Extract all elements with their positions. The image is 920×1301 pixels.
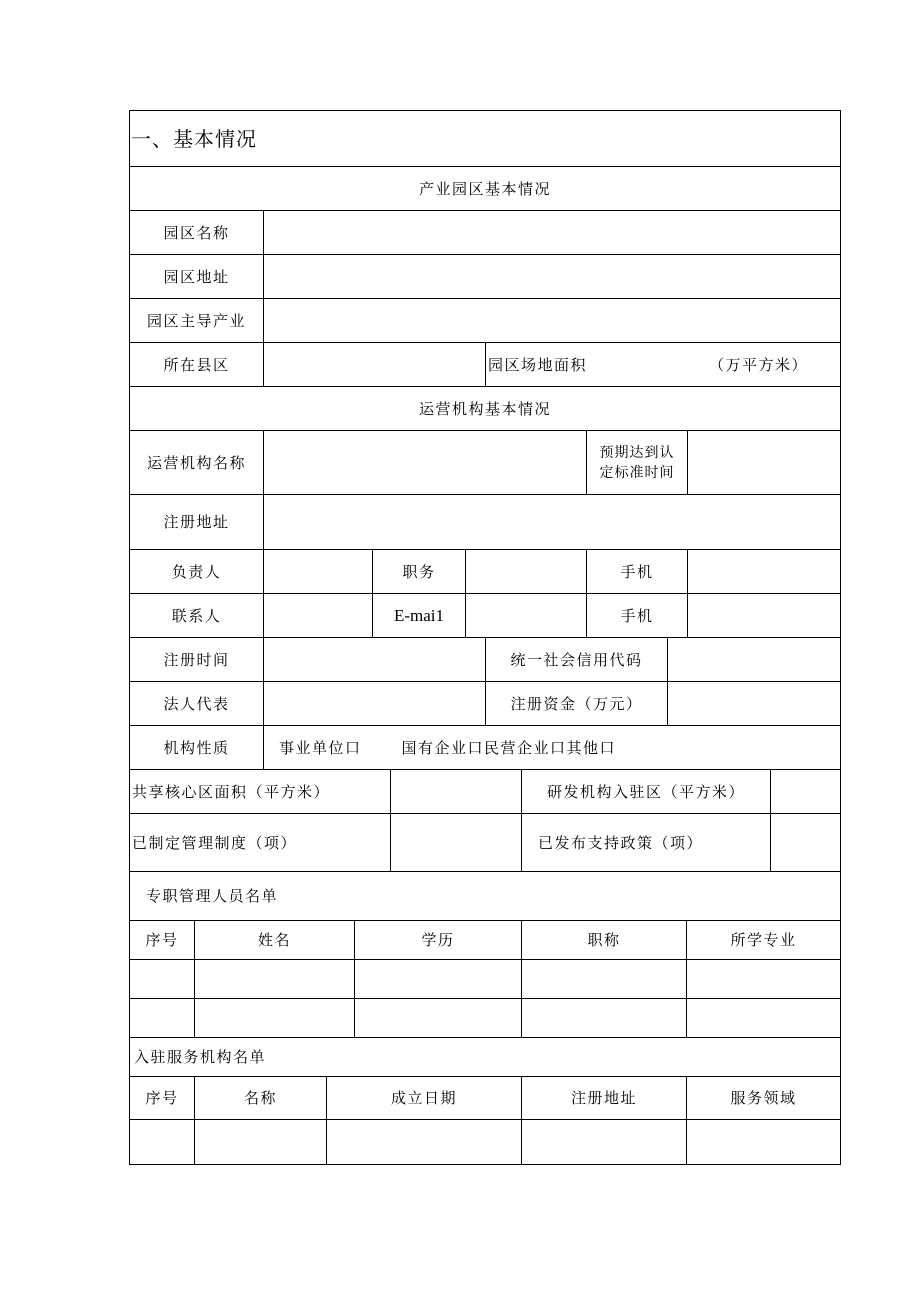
person-in-charge-row bbox=[130, 550, 840, 594]
park-address-field[interactable] bbox=[263, 255, 840, 298]
rules-row bbox=[130, 814, 840, 872]
services-col-founded: 成立日期 bbox=[326, 1077, 521, 1119]
reg-time-field[interactable] bbox=[263, 638, 485, 681]
position-field[interactable] bbox=[465, 550, 586, 593]
park-header: 产业园区基本情况 bbox=[418, 179, 551, 198]
staff-col-major: 所学专业 bbox=[686, 921, 840, 959]
mobile-field-1[interactable] bbox=[687, 550, 840, 593]
park-industry-label: 园区主导产业 bbox=[146, 311, 246, 330]
core-area-label: 共享核心区面积（平方米） bbox=[132, 782, 331, 801]
table-row bbox=[130, 960, 840, 999]
mobile-label-1: 手机 bbox=[586, 550, 687, 593]
services-cell[interactable] bbox=[194, 1120, 326, 1164]
staff-col-education: 学历 bbox=[354, 921, 521, 959]
mobile-field-2[interactable] bbox=[687, 594, 840, 637]
table-row bbox=[130, 999, 840, 1038]
rd-area-field[interactable] bbox=[770, 770, 840, 813]
operator-header-row bbox=[130, 387, 840, 431]
staff-title-row bbox=[130, 872, 840, 921]
services-cell[interactable] bbox=[326, 1120, 521, 1164]
basic-info-form bbox=[129, 110, 841, 1165]
staff-cell[interactable] bbox=[130, 960, 194, 998]
contact-label: 联系人 bbox=[171, 606, 222, 625]
park-area-unit: （万平方米） bbox=[708, 355, 808, 374]
policies-field[interactable] bbox=[770, 814, 840, 871]
contact-field[interactable] bbox=[263, 594, 372, 637]
nature-row bbox=[130, 726, 840, 770]
staff-cell[interactable] bbox=[354, 960, 521, 998]
expected-time-field[interactable] bbox=[687, 431, 840, 494]
legal-rep-field[interactable] bbox=[263, 682, 485, 725]
reg-time-row bbox=[130, 638, 840, 682]
core-area-field[interactable] bbox=[390, 770, 521, 813]
section-title: 一、基本情况 bbox=[131, 126, 257, 151]
staff-cell[interactable] bbox=[521, 960, 686, 998]
services-cell[interactable] bbox=[686, 1120, 840, 1164]
credit-code-field[interactable] bbox=[667, 638, 840, 681]
reg-capital-field[interactable] bbox=[667, 682, 840, 725]
park-name-label: 园区名称 bbox=[163, 223, 230, 242]
reg-address-label: 注册地址 bbox=[163, 513, 230, 531]
services-col-field: 服务领域 bbox=[686, 1077, 840, 1119]
table-row bbox=[130, 1120, 840, 1164]
park-name-field[interactable] bbox=[263, 211, 840, 254]
park-county-row bbox=[130, 343, 840, 387]
reg-capital-label: 注册资金（万元） bbox=[485, 682, 667, 725]
staff-col-name: 姓名 bbox=[194, 921, 354, 959]
services-col-address: 注册地址 bbox=[521, 1077, 686, 1119]
nature-options bbox=[263, 726, 840, 769]
county-field[interactable] bbox=[263, 343, 485, 386]
staff-title: 专职管理人员名单 bbox=[146, 887, 279, 905]
park-name-row bbox=[130, 211, 840, 255]
credit-code-label: 统一社会信用代码 bbox=[485, 638, 667, 681]
legal-rep-label: 法人代表 bbox=[163, 694, 230, 713]
reg-address-field[interactable] bbox=[263, 495, 840, 549]
rd-area-label: 研发机构入驻区（平方米） bbox=[521, 770, 770, 813]
staff-col-no: 序号 bbox=[145, 931, 179, 949]
services-title-row bbox=[130, 1038, 840, 1077]
rules-label: 已制定管理制度（项） bbox=[132, 833, 298, 852]
reg-time-label: 注册时间 bbox=[163, 650, 230, 669]
legal-rep-row bbox=[130, 682, 840, 726]
staff-cell[interactable] bbox=[130, 999, 194, 1037]
staff-header-row bbox=[130, 921, 840, 960]
operator-name-label: 运营机构名称 bbox=[146, 453, 246, 472]
mobile-label-2: 手机 bbox=[586, 594, 687, 637]
park-area-cell[interactable] bbox=[485, 343, 840, 386]
core-area-row bbox=[130, 770, 840, 814]
rules-field[interactable] bbox=[390, 814, 521, 871]
park-address-label: 园区地址 bbox=[163, 267, 230, 286]
nature-option-public-institution[interactable]: 事业单位口 bbox=[279, 738, 362, 757]
services-cell[interactable] bbox=[521, 1120, 686, 1164]
position-label: 职务 bbox=[372, 550, 465, 593]
staff-cell[interactable] bbox=[194, 999, 354, 1037]
services-cell[interactable] bbox=[130, 1120, 194, 1164]
park-area-label: 园区场地面积 bbox=[488, 355, 588, 374]
contact-row bbox=[130, 594, 840, 638]
park-industry-field[interactable] bbox=[263, 299, 840, 342]
section-title-row bbox=[130, 111, 840, 167]
policies-label: 已发布支持政策（项） bbox=[521, 814, 770, 871]
staff-cell[interactable] bbox=[194, 960, 354, 998]
nature-label: 机构性质 bbox=[163, 738, 230, 757]
staff-cell[interactable] bbox=[521, 999, 686, 1037]
nature-option-enterprises[interactable]: 国有企业口民营企业口其他口 bbox=[401, 738, 617, 757]
staff-cell[interactable] bbox=[354, 999, 521, 1037]
staff-cell[interactable] bbox=[686, 960, 840, 998]
operator-name-row bbox=[130, 431, 840, 495]
park-header-row bbox=[130, 167, 840, 211]
operator-name-field[interactable] bbox=[263, 431, 586, 494]
services-title: 入驻服务机构名单 bbox=[134, 1048, 267, 1066]
services-header-row bbox=[130, 1077, 840, 1120]
park-address-row bbox=[130, 255, 840, 299]
operator-header: 运营机构基本情况 bbox=[418, 399, 551, 418]
services-col-no: 序号 bbox=[145, 1089, 179, 1107]
park-industry-row bbox=[130, 299, 840, 343]
services-col-name: 名称 bbox=[194, 1077, 326, 1119]
staff-col-title: 职称 bbox=[521, 921, 686, 959]
county-label: 所在县区 bbox=[163, 355, 230, 374]
person-in-charge-field[interactable] bbox=[263, 550, 372, 593]
expected-time-label: 预期达到认定标准时间 bbox=[586, 431, 687, 494]
staff-cell[interactable] bbox=[686, 999, 840, 1037]
reg-address-row bbox=[130, 495, 840, 550]
person-in-charge-label: 负责人 bbox=[171, 562, 222, 581]
email-field[interactable] bbox=[465, 594, 586, 637]
email-label: E-mai1 bbox=[372, 594, 465, 637]
